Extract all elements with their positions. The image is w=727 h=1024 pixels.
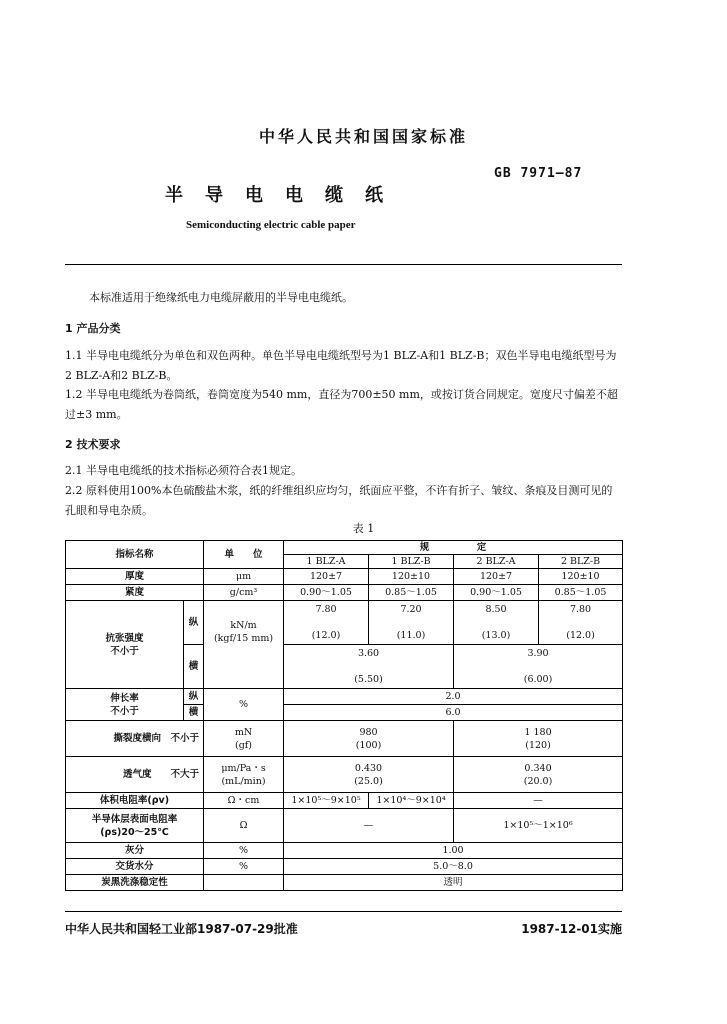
value-sub: (6.00): [523, 674, 553, 685]
cell: —: [284, 809, 454, 843]
row-unit: [204, 875, 284, 891]
row-label: 灰分: [66, 843, 204, 859]
label-line: 撕裂度横向: [113, 733, 161, 744]
row-unit: %: [204, 859, 284, 875]
header-spec: 规 定: [284, 541, 623, 555]
unit-line: kN/m: [230, 620, 257, 631]
row-label: 交货水分: [66, 859, 204, 875]
direction-cd: 横: [184, 705, 204, 721]
value: 7.80: [569, 604, 592, 615]
table-row: [66, 859, 623, 875]
cell: 透明: [284, 875, 623, 891]
value-sub: (20.0): [523, 775, 553, 787]
value: 7.80: [315, 604, 337, 615]
value: 8.50: [485, 604, 507, 615]
cell: [284, 721, 454, 757]
table-row: [66, 757, 623, 793]
row-unit: [204, 601, 284, 689]
cell: 6.0: [284, 705, 623, 721]
header-1blz-b: 1 BLZ-B: [369, 555, 454, 569]
effective-date: 1987-12-01实施: [521, 922, 622, 936]
unit-line: mN: [234, 726, 253, 738]
header-indicator: 指标名称: [66, 541, 204, 569]
header-2blz-a: 2 BLZ-A: [454, 555, 539, 569]
row-unit: Ω: [204, 809, 284, 843]
table-row: [66, 601, 623, 645]
section-2-heading: 2 技术要求: [65, 438, 121, 451]
cell: 1.00: [284, 843, 623, 859]
row-unit: g/cm³: [204, 585, 284, 601]
label-line: 半导体层表面电阻率: [91, 813, 178, 825]
row-label: 炭黑洗涤稳定性: [66, 875, 204, 891]
approval-line: 中华人民共和国轻工业部1987-07-29批准: [65, 922, 298, 936]
row-unit: Ω・cm: [204, 793, 284, 809]
section-1-heading: 1 产品分类: [65, 322, 121, 335]
value-sub: (12.0): [311, 630, 341, 641]
standard-code: GB 7971—87: [494, 166, 583, 181]
value-sub: (100): [355, 739, 382, 751]
clause-1-1: 1.1 半导电电缆纸分为单色和双色两种。单色半导电电缆纸型号为1 BLZ-A和1 BLZ-B；双色半导电电缆纸型号为2 BLZ-A和2 BLZ-B。: [65, 349, 617, 382]
cell: [454, 721, 623, 757]
cell: 120±10: [369, 569, 454, 585]
unit-line: (mL/min): [221, 775, 266, 787]
cell: 1×10⁴～9×10⁴: [369, 793, 454, 809]
value: 0.430: [354, 762, 383, 774]
row-label: [66, 721, 204, 757]
direction-cd: 横: [184, 645, 204, 689]
row-unit: μm: [204, 569, 284, 585]
cell: —: [454, 793, 623, 809]
unit-line: μm/Pa・s: [221, 762, 266, 774]
label-line: (ρs)20～25℃: [100, 826, 169, 838]
english-title: Semiconducting electric cable paper: [186, 219, 356, 231]
cell: [539, 601, 623, 645]
value: 0.340: [524, 762, 552, 774]
label-note: 不小于: [170, 733, 200, 744]
table-caption: 表 1: [352, 522, 375, 535]
table-row: [66, 875, 623, 891]
value: 3.60: [357, 648, 380, 659]
value-sub: (12.0): [566, 630, 595, 641]
label-line: 伸长率: [110, 692, 139, 704]
table-row: [66, 809, 623, 843]
row-unit: %: [204, 689, 284, 721]
row-label: [66, 757, 204, 793]
row-label: 紧度: [66, 585, 204, 601]
cell: 1×10⁵～9×10⁵: [284, 793, 369, 809]
cell: [369, 601, 454, 645]
value-sub: (11.0): [396, 630, 426, 641]
value-sub: (13.0): [481, 630, 511, 641]
unit-line: (kgf/15 mm): [213, 633, 274, 644]
cell: 120±7: [454, 569, 539, 585]
row-unit: [204, 721, 284, 757]
table-row: [66, 793, 623, 809]
value: 3.90: [527, 648, 549, 659]
table-row: [66, 585, 623, 601]
label-line: 不小于: [110, 705, 139, 717]
label-line: 透气度: [122, 769, 152, 780]
row-unit: [204, 757, 284, 793]
cell: [284, 757, 454, 793]
cell: 120±10: [539, 569, 623, 585]
clause-1-2: 1.2 半导电电缆纸为卷筒纸，卷筒宽度为540 mm，直径为700±50 mm，或按订货合同规定。宽度尺寸偏差不超过±3 mm。: [65, 388, 618, 421]
row-label: [66, 689, 184, 721]
cell: 5.0～8.0: [284, 859, 623, 875]
cell: [454, 757, 623, 793]
value-sub: (5.50): [354, 674, 383, 685]
cell: [284, 601, 369, 645]
clause-2-2: 2.2 原料使用100%本色硫酸盐木浆，纸的纤维组织应均匀，纸面应平整，不许有折子、皱纹、条痕及目测可见的孔眼和导电杂质。: [65, 484, 613, 517]
table-row: [66, 689, 623, 705]
row-label: 体积电阻率(ρv): [66, 793, 204, 809]
value: 1 180: [524, 726, 552, 738]
document-title: 半导电电缆纸: [165, 185, 405, 206]
label-line: 不小于: [110, 645, 139, 657]
scope-paragraph: 本标准适用于绝缘纸电力电缆屏蔽用的半导电电缆纸。: [89, 291, 353, 304]
unit-line: (gf): [235, 739, 253, 751]
row-label: [66, 601, 184, 689]
cell: 120±7: [284, 569, 369, 585]
header-unit: 单 位: [204, 541, 284, 569]
cell: 0.85～1.05: [539, 585, 623, 601]
cell: 0.90～1.05: [284, 585, 369, 601]
issuing-country-header: 中华人民共和国国家标准: [258, 127, 468, 146]
cell: 2.0: [284, 689, 623, 705]
label-line: 抗张强度: [105, 632, 144, 644]
header-divider: [65, 264, 622, 265]
row-label: 厚度: [66, 569, 204, 585]
value: 7.20: [400, 604, 422, 615]
cell: 0.85～1.05: [369, 585, 454, 601]
value-sub: (25.0): [354, 775, 383, 787]
cell: [454, 601, 539, 645]
footer-divider: [65, 911, 622, 912]
cell: [284, 645, 454, 689]
cell: 1×10⁵～1×10⁶: [454, 809, 623, 843]
value-sub: (120): [525, 739, 551, 751]
cell: [454, 645, 623, 689]
header-1blz-a: 1 BLZ-A: [284, 555, 369, 569]
header-2blz-b: 2 BLZ-B: [539, 555, 623, 569]
label-note: 不大于: [170, 769, 200, 780]
cell: 0.90～1.05: [454, 585, 539, 601]
table-row: [66, 569, 623, 585]
direction-md: 纵: [184, 689, 204, 705]
row-label: [66, 809, 204, 843]
direction-md: 纵: [184, 601, 204, 645]
value: 980: [359, 726, 378, 738]
spec-table: [65, 540, 623, 891]
row-unit: %: [204, 843, 284, 859]
clause-2-1: 2.1 半导电电缆纸的技术指标必须符合表1规定。: [65, 464, 302, 477]
table-row: [66, 843, 623, 859]
table-row: [66, 721, 623, 757]
